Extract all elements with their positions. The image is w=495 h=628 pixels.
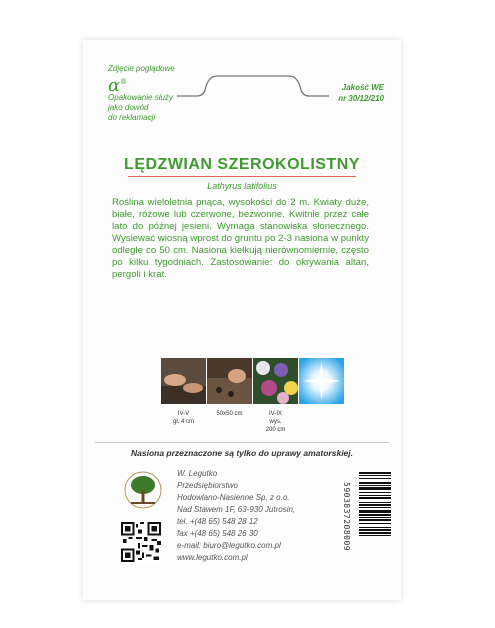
quality-block (338, 82, 384, 104)
product-title: LĘDZWIAN SZEROKOLISTNY (124, 156, 360, 173)
title-underline (128, 176, 356, 177)
company-fax: fax +(48 65) 548 26 30 (177, 529, 258, 538)
company-line: Hodowlano-Nasienne Sp. z o.o. (177, 493, 290, 502)
product-description: Roślina wieloletnia pnąca, wysokości do 2 m. Kwiaty duże, białe, różowe lub czerwone, bezwonne. Kwitnie przez całe lato do późnej jesieni. Wymaga stanowiska słonecznego. Wysiewać wiosną wprost do gruntu po 2-3 nasiona w punkty odległe co 50 cm. Nasiona kiełkują nierównomiernie, często po kilku tygodniach. Zastosowanie: do okrywania altan, pergoli i krat. (112, 197, 369, 280)
company-line: Nad Stawem 1F, 63-930 Jutrosin, (177, 505, 296, 514)
pictogram-row (161, 358, 345, 404)
sowing-caption: IV-V gł. 4 cm (172, 411, 194, 425)
company-address (177, 468, 295, 564)
flowering-caption: IV-IX wys. 200 cm (265, 411, 286, 433)
amateur-use-notice: Nasiona przeznaczone są tylko do uprawy amatorskiej. (130, 448, 354, 458)
company-line: Przedsiębiorstwo (177, 481, 238, 490)
barcode-number: 5903837208009 (342, 482, 351, 552)
hang-hole-icon (175, 72, 331, 98)
quality-label: Jakość WE (341, 83, 384, 92)
tree-logo-icon (123, 468, 163, 520)
barcode-icon (347, 470, 393, 564)
packaging-note-3: do reklamacji (108, 113, 156, 122)
flowers-photo (253, 358, 298, 404)
photo-note-block (108, 64, 175, 123)
packaging-note-1: Opakowanie służy (108, 93, 173, 102)
planting-photo (207, 358, 252, 404)
company-phone: tel. +(48 65) 548 28 12 (177, 517, 258, 526)
seed-packet-back (83, 40, 401, 600)
photo-note: Zdjęcie poglądowe (108, 64, 175, 73)
company-line: W. Legutko (177, 469, 218, 478)
company-website: www.legutko.com.pl (177, 553, 248, 562)
sun-icon (299, 358, 344, 404)
company-email: e-mail: biuro@legutko.com.pl (177, 541, 281, 550)
notice-divider (95, 442, 389, 443)
alpha-logo-icon: α® (108, 75, 128, 96)
packaging-note-2: jako dowód (108, 103, 149, 112)
latin-name: Lathyrus latifolius (207, 181, 277, 191)
quality-code: nr 30/12/210 (338, 94, 384, 103)
spacing-caption: 50x50 cm (216, 411, 243, 417)
qr-code-icon (121, 522, 161, 562)
sowing-hands-photo (161, 358, 206, 404)
